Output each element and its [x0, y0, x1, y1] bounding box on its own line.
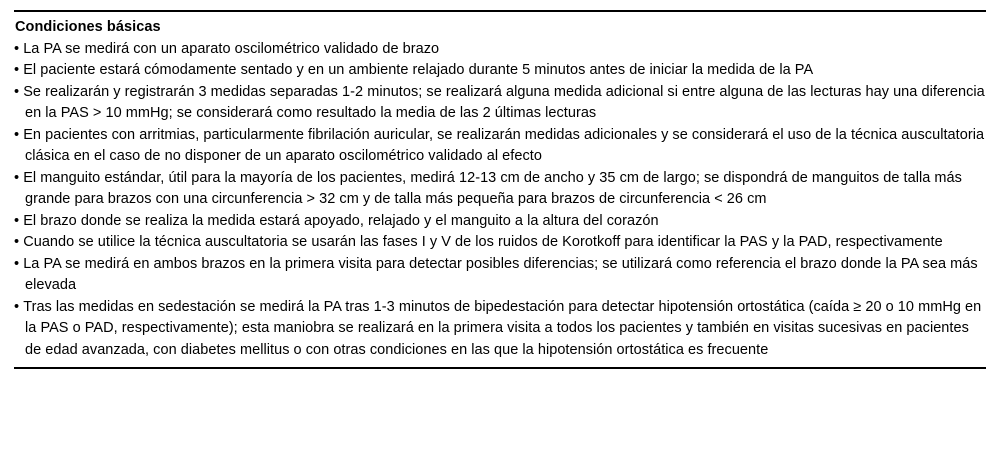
list-item: • La PA se medirá con un aparato oscilométrico validado de brazo	[14, 39, 986, 61]
table-cell-content	[14, 12, 986, 361]
list-item: • El paciente estará cómodamente sentado y en un ambiente relajado durante 5 minutos antes de iniciar la medida de la PA	[14, 60, 986, 82]
list-item: • El manguito estándar, útil para la mayoría de los pacientes, medirá 12-13 cm de ancho y 35 cm de largo; se dispondrá de manguitos de talla más grande para brazos con una circunferencia > 32 cm y de talla más pequeña para brazos de circunferencia < 26 cm	[14, 168, 986, 211]
list-item: • Cuando se utilice la técnica auscultatoria se usarán las fases I y V de los ruidos de Korotkoff para identificar la PAS y la PAD, respectivamente	[14, 232, 986, 254]
conditions-table	[14, 10, 986, 369]
list-item: • La PA se medirá en ambos brazos en la primera visita para detectar posibles diferencias; se utilizará como referencia el brazo donde la PA sea más elevada	[14, 254, 986, 297]
block-title: Condiciones básicas	[15, 19, 161, 35]
list-item: • En pacientes con arritmias, particularmente fibrilación auricular, se realizarán medidas adicionales y se considerará el uso de la técnica auscultatoria clásica en el caso de no disponer de un aparato oscilométrico validado al efecto	[14, 125, 986, 168]
list-item: • El brazo donde se realiza la medida estará apoyado, relajado y el manguito a la altura del corazón	[14, 211, 986, 233]
list-item: • Se realizarán y registrarán 3 medidas separadas 1-2 minutos; se realizará alguna medida adicional si entre alguna de las lecturas hay una diferencia en la PAS > 10 mmHg; se considerará como resultado la media de las 2 últimas lecturas	[14, 82, 986, 125]
list-item: • Tras las medidas en sedestación se medirá la PA tras 1-3 minutos de bipedestación para detectar hipotensión ortostática (caída ≥ 20 o 10 mmHg en la PAS o PAD, respectivamente); esta maniobra se realizará en la primera visita a todos los pacientes y también en visitas sucesivas en pacientes de edad avanzada, con diabetes mellitus o con otras condiciones en las que la hipotensión ortostática es frecuente	[14, 297, 986, 362]
table-bottom-border	[14, 367, 986, 369]
conditions-list	[14, 39, 986, 362]
